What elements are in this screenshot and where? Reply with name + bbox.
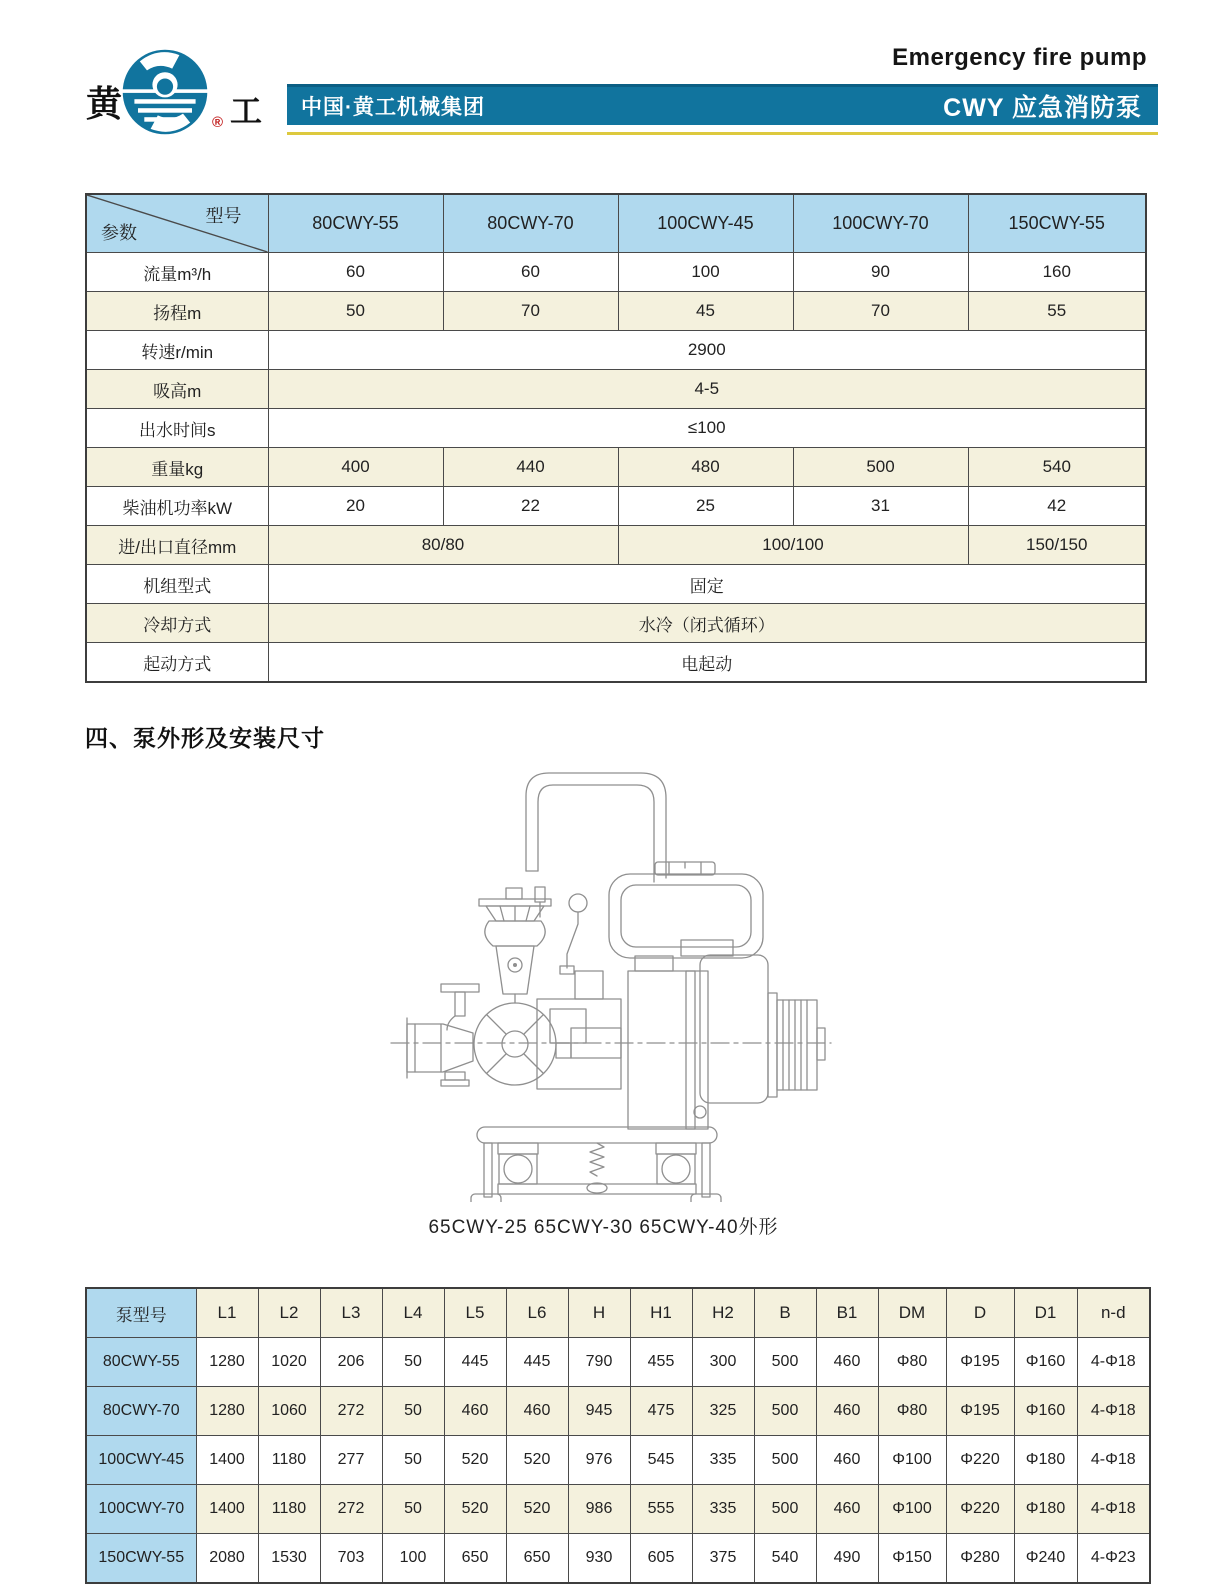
dim-value-cell: 455 bbox=[630, 1338, 692, 1387]
spec-row-label: 起动方式 bbox=[86, 643, 268, 683]
dim-column-header: D1 bbox=[1014, 1288, 1077, 1338]
spec-corner-cell bbox=[86, 194, 268, 253]
dim-column-header: H1 bbox=[630, 1288, 692, 1338]
dim-value-cell: Φ160 bbox=[1014, 1387, 1077, 1436]
dim-value-cell: 206 bbox=[320, 1338, 382, 1387]
dim-value-cell: Φ220 bbox=[946, 1436, 1014, 1485]
spec-model-header: 80CWY-55 bbox=[268, 194, 443, 253]
dim-value-cell: 4-Φ18 bbox=[1077, 1338, 1150, 1387]
company-name: 中国·黄工机械集团 bbox=[301, 96, 485, 119]
dim-value-cell: 272 bbox=[320, 1387, 382, 1436]
spec-row-label: 转速r/min bbox=[86, 331, 268, 370]
spec-row-label: 机组型式 bbox=[86, 565, 268, 604]
dim-value-cell: 460 bbox=[506, 1387, 568, 1436]
pump-figure bbox=[385, 742, 835, 1202]
spec-table-body bbox=[86, 253, 1146, 683]
dim-value-cell: 790 bbox=[568, 1338, 630, 1387]
dim-value-cell: Φ80 bbox=[878, 1387, 946, 1436]
dim-value-cell: 650 bbox=[444, 1534, 506, 1584]
dim-value-cell: 976 bbox=[568, 1436, 630, 1485]
dim-value-cell: 460 bbox=[816, 1485, 878, 1534]
spec-value-cell: 4-5 bbox=[268, 370, 1146, 409]
spec-value-cell: 电起动 bbox=[268, 643, 1146, 683]
dim-value-cell: Φ180 bbox=[1014, 1485, 1077, 1534]
header-bar bbox=[287, 84, 1158, 125]
spec-value-cell: 水冷（闭式循环） bbox=[268, 604, 1146, 643]
spec-row bbox=[86, 487, 1146, 526]
section-title: 四、泵外形及安装尺寸 bbox=[85, 725, 325, 751]
spec-row bbox=[86, 526, 1146, 565]
spec-value-cell: 25 bbox=[618, 487, 793, 526]
spec-value-cell: 480 bbox=[618, 448, 793, 487]
dim-value-cell: 4-Φ18 bbox=[1077, 1485, 1150, 1534]
dim-value-cell: 1400 bbox=[196, 1436, 258, 1485]
dim-value-cell: 540 bbox=[754, 1534, 816, 1584]
dim-value-cell: 1280 bbox=[196, 1387, 258, 1436]
dim-value-cell: Φ160 bbox=[1014, 1338, 1077, 1387]
dim-row-label: 80CWY-70 bbox=[86, 1387, 196, 1436]
spec-model-header: 100CWY-45 bbox=[618, 194, 793, 253]
dim-value-cell: 520 bbox=[506, 1485, 568, 1534]
dim-column-header: L4 bbox=[382, 1288, 444, 1338]
dim-row-label: 100CWY-70 bbox=[86, 1485, 196, 1534]
spec-value-cell: 60 bbox=[268, 253, 443, 292]
registered-trademark-icon: ® bbox=[212, 114, 224, 131]
spec-value-cell: 70 bbox=[443, 292, 618, 331]
dim-value-cell: Φ195 bbox=[946, 1387, 1014, 1436]
dim-row bbox=[86, 1338, 1150, 1387]
spec-row-label: 重量kg bbox=[86, 448, 268, 487]
dim-value-cell: 945 bbox=[568, 1387, 630, 1436]
logo-char-left: 黄 bbox=[86, 83, 123, 124]
spec-row-label: 扬程m bbox=[86, 292, 268, 331]
spec-value-cell: 42 bbox=[968, 487, 1146, 526]
spec-row-label: 进/出口直径mm bbox=[86, 526, 268, 565]
spec-value-cell: 2900 bbox=[268, 331, 1146, 370]
dim-value-cell: Φ80 bbox=[878, 1338, 946, 1387]
dim-value-cell: Φ180 bbox=[1014, 1436, 1077, 1485]
brand-logo-icon bbox=[120, 46, 210, 138]
spec-row bbox=[86, 409, 1146, 448]
spec-value-cell: 540 bbox=[968, 448, 1146, 487]
spec-value-cell: 固定 bbox=[268, 565, 1146, 604]
dim-value-cell: 605 bbox=[630, 1534, 692, 1584]
dim-value-cell: 1020 bbox=[258, 1338, 320, 1387]
dim-column-header: L6 bbox=[506, 1288, 568, 1338]
spec-value-cell: 20 bbox=[268, 487, 443, 526]
dim-value-cell: Φ100 bbox=[878, 1436, 946, 1485]
dim-value-cell: 1530 bbox=[258, 1534, 320, 1584]
dim-value-cell: 460 bbox=[816, 1387, 878, 1436]
dim-value-cell: 475 bbox=[630, 1387, 692, 1436]
spec-row bbox=[86, 448, 1146, 487]
spec-value-cell: ≤100 bbox=[268, 409, 1146, 448]
dim-value-cell: Φ280 bbox=[946, 1534, 1014, 1584]
spec-value-cell: 80/80 bbox=[268, 526, 618, 565]
spec-value-cell: 160 bbox=[968, 253, 1146, 292]
dim-row bbox=[86, 1387, 1150, 1436]
dim-value-cell: 2080 bbox=[196, 1534, 258, 1584]
spec-value-cell: 100/100 bbox=[618, 526, 968, 565]
dim-value-cell: 703 bbox=[320, 1534, 382, 1584]
accent-line bbox=[287, 132, 1158, 135]
dim-value-cell: 335 bbox=[692, 1436, 754, 1485]
dim-value-cell: 50 bbox=[382, 1338, 444, 1387]
dim-value-cell: 1180 bbox=[258, 1436, 320, 1485]
dim-value-cell: 445 bbox=[444, 1338, 506, 1387]
dim-value-cell: 650 bbox=[506, 1534, 568, 1584]
product-title: CWY 应急消防泵 bbox=[943, 94, 1142, 122]
figure-caption: 65CWY-25 65CWY-30 65CWY-40外形 bbox=[428, 1217, 779, 1238]
spec-value-cell: 50 bbox=[268, 292, 443, 331]
dim-value-cell: 4-Φ18 bbox=[1077, 1387, 1150, 1436]
dim-value-cell: 100 bbox=[382, 1534, 444, 1584]
dim-value-cell: Φ100 bbox=[878, 1485, 946, 1534]
spec-value-cell: 150/150 bbox=[968, 526, 1146, 565]
spec-row bbox=[86, 643, 1146, 683]
logo-char-right: 工 bbox=[230, 93, 263, 129]
spec-row-label: 冷却方式 bbox=[86, 604, 268, 643]
spec-model-header: 150CWY-55 bbox=[968, 194, 1146, 253]
dim-value-cell: 460 bbox=[816, 1436, 878, 1485]
spec-header-row bbox=[86, 194, 1146, 253]
spec-model-header: 80CWY-70 bbox=[443, 194, 618, 253]
spec-value-cell: 400 bbox=[268, 448, 443, 487]
dim-column-header: B bbox=[754, 1288, 816, 1338]
dim-value-cell: 4-Φ18 bbox=[1077, 1436, 1150, 1485]
dim-column-header: L5 bbox=[444, 1288, 506, 1338]
dim-value-cell: 300 bbox=[692, 1338, 754, 1387]
dim-value-cell: 50 bbox=[382, 1436, 444, 1485]
dim-value-cell: 490 bbox=[816, 1534, 878, 1584]
dim-value-cell: 50 bbox=[382, 1387, 444, 1436]
spec-value-cell: 100 bbox=[618, 253, 793, 292]
spec-value-cell: 22 bbox=[443, 487, 618, 526]
spec-row-label: 出水时间s bbox=[86, 409, 268, 448]
spec-row-label: 柴油机功率kW bbox=[86, 487, 268, 526]
dim-column-header: B1 bbox=[816, 1288, 878, 1338]
dim-row bbox=[86, 1485, 1150, 1534]
spec-value-cell: 70 bbox=[793, 292, 968, 331]
spec-row bbox=[86, 604, 1146, 643]
spec-model-header: 100CWY-70 bbox=[793, 194, 968, 253]
dim-value-cell: 520 bbox=[444, 1485, 506, 1534]
dim-row-label: 150CWY-55 bbox=[86, 1534, 196, 1584]
dim-value-cell: 375 bbox=[692, 1534, 754, 1584]
spec-value-cell: 55 bbox=[968, 292, 1146, 331]
dim-value-cell: 1280 bbox=[196, 1338, 258, 1387]
dimension-table bbox=[85, 1287, 1151, 1584]
dim-value-cell: 1180 bbox=[258, 1485, 320, 1534]
dim-row bbox=[86, 1436, 1150, 1485]
dim-column-header: D bbox=[946, 1288, 1014, 1338]
dim-value-cell: 4-Φ23 bbox=[1077, 1534, 1150, 1584]
dim-header-row bbox=[86, 1288, 1150, 1338]
dim-value-cell: 335 bbox=[692, 1485, 754, 1534]
dim-column-header: L3 bbox=[320, 1288, 382, 1338]
spec-value-cell: 90 bbox=[793, 253, 968, 292]
dim-value-cell: Φ240 bbox=[1014, 1534, 1077, 1584]
dim-value-cell: 325 bbox=[692, 1387, 754, 1436]
dim-value-cell: 986 bbox=[568, 1485, 630, 1534]
spec-value-cell: 440 bbox=[443, 448, 618, 487]
dim-column-header: L2 bbox=[258, 1288, 320, 1338]
dim-column-header: H2 bbox=[692, 1288, 754, 1338]
dim-value-cell: 445 bbox=[506, 1338, 568, 1387]
dim-value-cell: Φ220 bbox=[946, 1485, 1014, 1534]
dim-value-cell: Φ150 bbox=[878, 1534, 946, 1584]
dim-value-cell: 277 bbox=[320, 1436, 382, 1485]
spec-value-cell: 45 bbox=[618, 292, 793, 331]
dim-value-cell: Φ195 bbox=[946, 1338, 1014, 1387]
spec-value-cell: 500 bbox=[793, 448, 968, 487]
corner-label-param: 参数 bbox=[101, 223, 137, 243]
dim-value-cell: 545 bbox=[630, 1436, 692, 1485]
spec-value-cell: 60 bbox=[443, 253, 618, 292]
dim-value-cell: 500 bbox=[754, 1436, 816, 1485]
page-title-english: Emergency fire pump bbox=[892, 44, 1147, 71]
spec-row-label: 吸高m bbox=[86, 370, 268, 409]
spec-row bbox=[86, 565, 1146, 604]
dim-value-cell: 500 bbox=[754, 1338, 816, 1387]
dim-column-header: L1 bbox=[196, 1288, 258, 1338]
pump-outline-drawing bbox=[385, 742, 835, 1202]
spec-row bbox=[86, 253, 1146, 292]
dim-row-label: 100CWY-45 bbox=[86, 1436, 196, 1485]
dim-value-cell: 272 bbox=[320, 1485, 382, 1534]
spec-row bbox=[86, 370, 1146, 409]
dim-value-cell: 50 bbox=[382, 1485, 444, 1534]
dim-value-cell: 520 bbox=[444, 1436, 506, 1485]
dim-value-cell: 500 bbox=[754, 1387, 816, 1436]
dim-value-cell: 930 bbox=[568, 1534, 630, 1584]
dim-value-cell: 460 bbox=[816, 1338, 878, 1387]
dim-column-header: H bbox=[568, 1288, 630, 1338]
dim-value-cell: 555 bbox=[630, 1485, 692, 1534]
dim-value-cell: 1400 bbox=[196, 1485, 258, 1534]
dim-value-cell: 500 bbox=[754, 1485, 816, 1534]
dim-value-cell: 460 bbox=[444, 1387, 506, 1436]
spec-value-cell: 31 bbox=[793, 487, 968, 526]
spec-row bbox=[86, 292, 1146, 331]
dim-column-header: n-d bbox=[1077, 1288, 1150, 1338]
spec-row bbox=[86, 331, 1146, 370]
corner-label-model: 型号 bbox=[205, 206, 242, 226]
dim-table-body bbox=[86, 1338, 1150, 1584]
dim-value-cell: 520 bbox=[506, 1436, 568, 1485]
dim-row-label: 80CWY-55 bbox=[86, 1338, 196, 1387]
spec-row-label: 流量m³/h bbox=[86, 253, 268, 292]
spec-table bbox=[85, 193, 1147, 683]
dim-value-cell: 1060 bbox=[258, 1387, 320, 1436]
dim-column-header: 泵型号 bbox=[86, 1288, 196, 1338]
dim-row bbox=[86, 1534, 1150, 1584]
dim-column-header: DM bbox=[878, 1288, 946, 1338]
